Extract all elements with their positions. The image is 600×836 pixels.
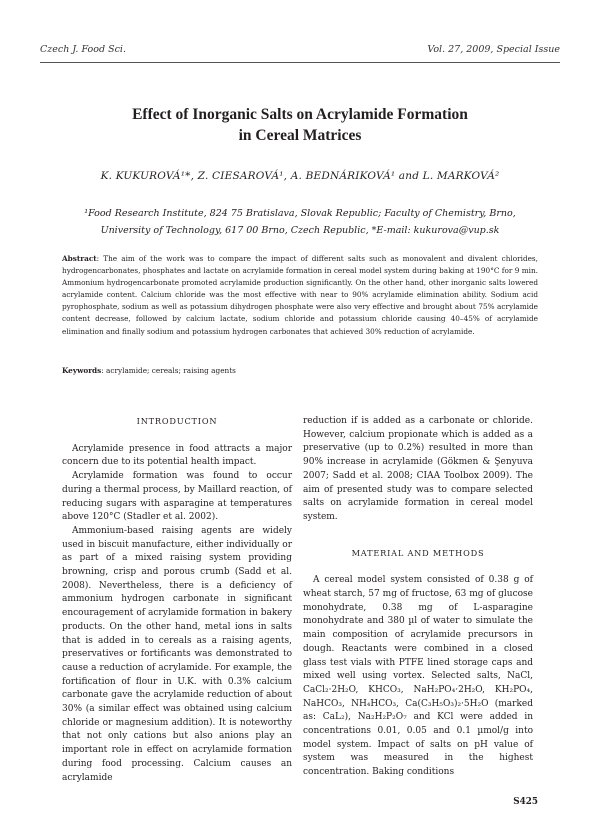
intro-paragraph-2: Acrylamide formation was found to occur during a thermal process, by Maillard reaction, of reducing sugars with asparagine at temperatures above 120°C (Stadler et al. 2002). bbox=[62, 471, 292, 523]
keywords-text: : acrylamide; cereals; raising agents bbox=[101, 366, 236, 375]
abstract-label: Abstract bbox=[62, 254, 97, 263]
volume-info: Vol. 27, 2009, Special Issue bbox=[427, 44, 560, 55]
abstract bbox=[62, 253, 538, 338]
affiliation bbox=[40, 205, 560, 239]
keywords bbox=[62, 366, 538, 375]
methods-heading: MATERIAL AND METHODS bbox=[351, 547, 485, 558]
right-column bbox=[303, 415, 533, 780]
journal-name: Czech J. Food Sci. bbox=[40, 44, 126, 55]
title-line-1: Effect of Inorganic Salts on Acrylamide Formation bbox=[132, 106, 468, 123]
title-line-2: in Cereal Matrices bbox=[238, 127, 362, 144]
paper-title bbox=[40, 104, 560, 146]
introduction-heading: INTRODUCTION bbox=[136, 416, 218, 426]
intro-paragraph-1: Acrylamide presence in food attracts a major concern due to its potential health impact. bbox=[62, 443, 292, 468]
header-rule bbox=[40, 62, 560, 63]
keywords-label: Keywords bbox=[62, 366, 102, 375]
intro-paragraph-3: Ammonium-based raising agents are widely used in biscuit manufacture, either individually or as part of a mixed raising system providing browning, crisp and porous crumb (Sadd et al. 2008). Nevertheless, there is a deficiency of ammonium hydrogen carbonate in significant encouragement of acrylamide formation in bakery products. On the other hand, metal ions in salts that is added in to cereals as a raising agents, preservatives or fortificants was demonstrated to cause a reduction of acrylamide. For example, the fortification of flour in U.K. with 0.3% calcium carbonate gave the acrylamide reduction of about 30% (a similar effect was obtained using calcium chloride or magnesium addition). It is noteworthy that not only cations but also anions play an important role in effect on acrylamide formation during food processing. Calcium causes an acrylamide bbox=[62, 525, 292, 783]
affiliation-line-2: University of Technology, 617 00 Brno, Czech Republic, *E-mail: kukurova@vup.sk bbox=[100, 225, 500, 236]
author-list: K. KUKUROVÁ¹*, Z. CIESAROVÁ¹, A. BEDNÁRIKOVÁ¹ and L. MARKOVÁ² bbox=[100, 170, 500, 182]
affiliation-line-1: ¹Food Research Institute, 824 75 Bratislava, Slovak Republic; Faculty of Chemistry, Brno, bbox=[84, 208, 516, 219]
methods-paragraph-1: A cereal model system consisted of 0.38 g of wheat starch, 57 mg of fructose, 63 mg of glucose monohydrate, 0.38 mg of L-asparagine monohydrate and 380 µl of water to simulate the main composition of acrylamide precursors in dough. Reactants were combined in a closed glass test vials with PTFE lined storage caps and mixed well using vortex. Selected salts, NaCl, CaCl₂·2H₂O, KHCO₃, NaH₂PO₄·2H₂O, KH₂PO₄, NaHCO₃, NH₄HCO₃, Ca(C₃H₅O₃)₂·5H₂O (marked as: CaL₂), Na₂H₂P₂O₇ and KCl were added in concentrations 0.01, 0.05 and 0.1 µmol/g into model system. Impact of salts on pH value of system was measured in the highest concentration. Baking conditions bbox=[303, 575, 533, 778]
intro-continuation: reduction if is added as a carbonate or chloride. However, calcium propionate which is added as a preservative (up to 0.2%) resulted in more than 90% increase in acrylamide (Gökmen & Şenyuva 2007; Sadd et al. 2008; CIAA Toolbox 2009). The aim of presented study was to compare selected salts on acrylamide formation in cereal model system. bbox=[303, 416, 533, 522]
left-column bbox=[62, 415, 292, 785]
page-number: S425 bbox=[513, 797, 538, 807]
abstract-text: : The aim of the work was to compare the impact of different salts such as monovalent and divalent chlorides, hydrogencarbonates, phosphates and lactate on acrylamide formation in cereal model system during baking at 190°C for 9 min. Ammonium hydrogencarbonate promoted acrylamide production significantly. On the other hand, other inorganic salts lowered acrylamide content. Calcium chloride was the most effective with near to 90% acrylamide elimination ability. Sodium acid pyrophosphate, sodium as well as potassium dihydrogen phosphate were also very effective and brought about 75% acrylamide content decrease, followed by calcium lactate, sodium chloride and potassium chloride causing 40–45% of acrylamide elimination and finally sodium and potassium hydrogen carbonates that achieved 30% reduction of acrylamide. bbox=[62, 254, 538, 336]
